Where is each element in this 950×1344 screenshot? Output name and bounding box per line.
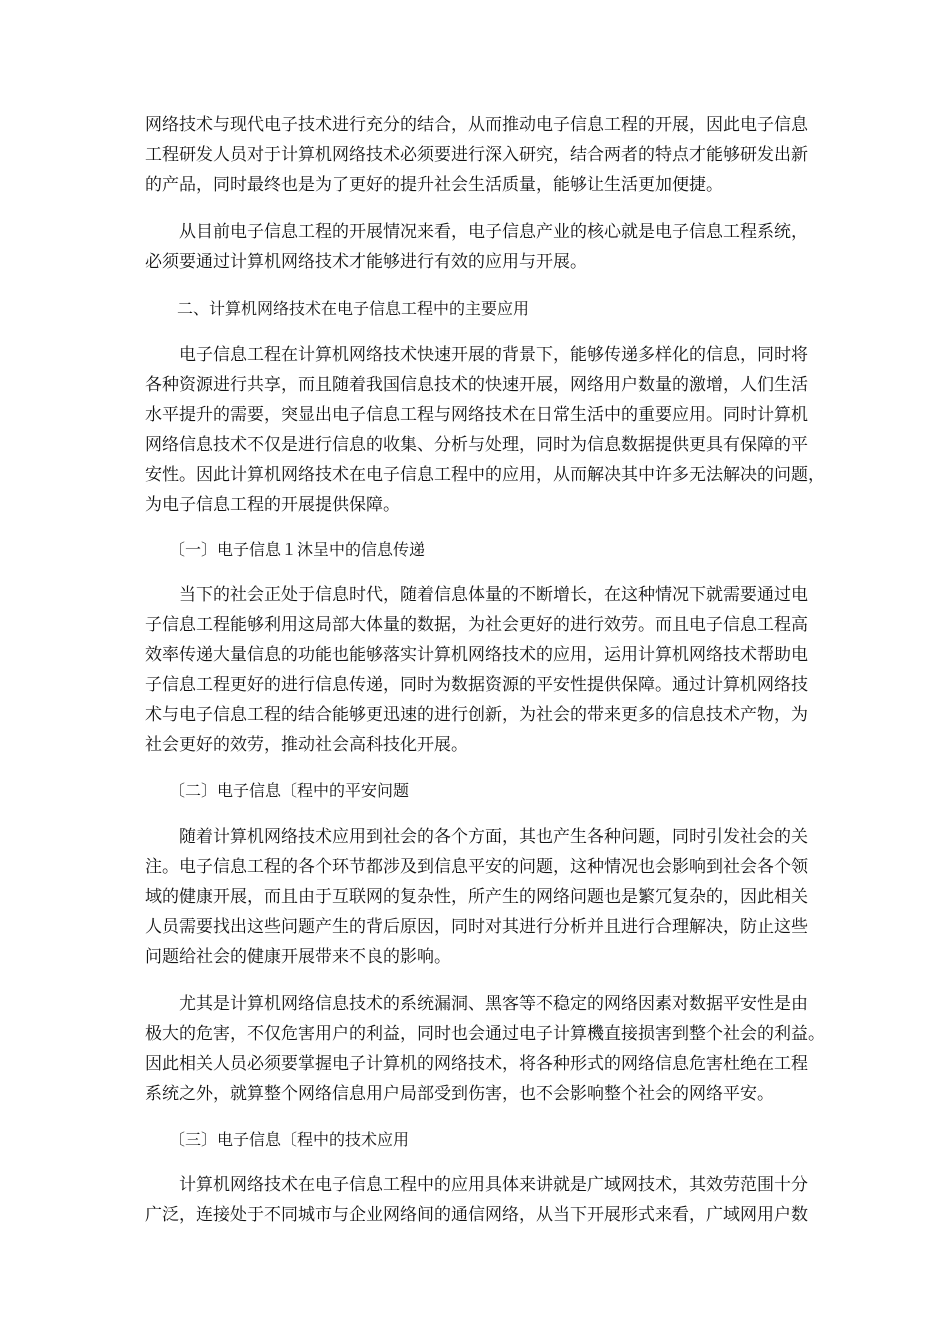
text-line: 随着计算机网络技术应用到社会的各个方面，其也产生各种问题，同时引发社会的关 bbox=[145, 827, 808, 847]
text-line: 广泛，连接处于不同城市与企业网络间的通信网络，从当下开展形式来看，广域网用户数 bbox=[145, 1205, 808, 1225]
paragraph-wan-technology bbox=[145, 1170, 808, 1230]
text-line: 安性。因此计算机网络技术在电子信息工程中的应用，从而解决其中许多无法解决的问题， bbox=[145, 465, 825, 485]
text-line: 注。电子信息工程的各个环节都涉及到信息平安的问题，这种情况也会影响到社会各个领 bbox=[145, 857, 808, 877]
text-line: 从目前电子信息工程的开展情况来看，电子信息产业的核心就是电子信息工程系统， bbox=[145, 222, 808, 242]
subsection-heading-information-transfer bbox=[145, 535, 805, 565]
paragraph-current-status bbox=[145, 217, 808, 277]
text-line: 的产品，同时最终也是为了更好的提升社会生活质量，能够让生活更加便捷。 bbox=[145, 175, 723, 195]
text-line: 计算机网络技术在电子信息工程中的应用具体来讲就是广域网技术，其效劳范围十分 bbox=[145, 1175, 808, 1195]
text-line: 社会更好的效劳，推动社会高科技化开展。 bbox=[145, 735, 468, 755]
heading-text: 〔二〕电子信息〔程中的平安问题 bbox=[145, 781, 410, 800]
text-line: 工程研发人员对于计算机网络技术必须要进行深入研究，结合两者的特点才能够研发出新 bbox=[145, 145, 808, 165]
text-line: 子信息工程能够利用这局部大体量的数据，为社会更好的进行效劳。而且电子信息工程高 bbox=[145, 615, 808, 635]
text-line: 因此相关人员必须要掌握电子计算机的网络技术，将各种形式的网络信息危害杜绝在工程 bbox=[145, 1054, 808, 1074]
text-line: 网络技术与现代电子技术进行充分的结合，从而推动电子信息工程的开展，因此电子信息 bbox=[145, 115, 808, 135]
paragraph-network-tech-intro bbox=[145, 110, 808, 200]
paragraph-information-transfer bbox=[145, 580, 808, 760]
subsection-heading-security-issues bbox=[145, 776, 805, 806]
paragraph-security-issues bbox=[145, 822, 808, 972]
paragraph-applications-body bbox=[145, 340, 825, 520]
paragraph-security-risks bbox=[145, 989, 825, 1109]
text-line: 域的健康开展，而且由于互联网的复杂性，所产生的网络问题也是繁冗复杂的，因此相关 bbox=[145, 887, 808, 907]
text-line: 为电子信息工程的开展提供保障。 bbox=[145, 495, 400, 515]
text-line: 水平提升的需要，突显出电子信息工程与网络技术在日常生活中的重要应用。同时计算机 bbox=[145, 405, 808, 425]
text-line: 当下的社会正处于信息时代，随着信息体量的不断增长，在这种情况下就需要通过电 bbox=[145, 585, 808, 605]
text-line: 效率传递大量信息的功能也能够落实计算机网络技术的应用，运用计算机网络技术帮助电 bbox=[145, 645, 808, 665]
heading-text: 〔三〕电子信息〔程中的技术应用 bbox=[145, 1130, 410, 1149]
text-line: 尤其是计算机网络信息技术的系统漏洞、黑客等不稳定的网络因素对数据平安性是由 bbox=[145, 994, 808, 1014]
heading-text: 二、计算机网络技术在电子信息工程中的主要应用 bbox=[145, 299, 530, 318]
text-line: 网络信息技术不仅是进行信息的收集、分析与处理，同时为信息数据提供更具有保障的平 bbox=[145, 435, 808, 455]
subsection-heading-technology-application bbox=[145, 1125, 805, 1155]
text-line: 极大的危害，不仅危害用户的利益，同时也会通过电子计算機直接损害到整个社会的利益。 bbox=[145, 1024, 825, 1044]
text-line: 术与电子信息工程的结合能够更迅速的进行创新，为社会的带来更多的信息技术产物，为 bbox=[145, 705, 808, 725]
heading-text: 〔一〕电子信息１沐呈中的信息传递 bbox=[145, 540, 426, 559]
text-line: 问题给社会的健康开展带来不良的影响。 bbox=[145, 947, 451, 967]
text-line: 电子信息工程在计算机网络技术快速开展的背景下，能够传递多样化的信息，同时将 bbox=[145, 345, 808, 365]
text-line: 系统之外，就算整个网络信息用户局部受到伤害，也不会影响整个社会的网络平安。 bbox=[145, 1084, 774, 1104]
text-line: 必须要通过计算机网络技术才能够进行有效的应用与开展。 bbox=[145, 252, 587, 272]
text-line: 子信息工程更好的进行信息传递，同时为数据资源的平安性提供保障。通过计算机网络技 bbox=[145, 675, 808, 695]
text-line: 人员需要找出这些问题产生的背后原因，同时对其进行分析并且进行合理解决，防止这些 bbox=[145, 917, 808, 937]
text-line: 各种资源进行共享，而且随着我国信息技术的快速开展，网络用户数量的激增，人们生活 bbox=[145, 375, 808, 395]
section-heading-main-applications bbox=[145, 294, 805, 324]
